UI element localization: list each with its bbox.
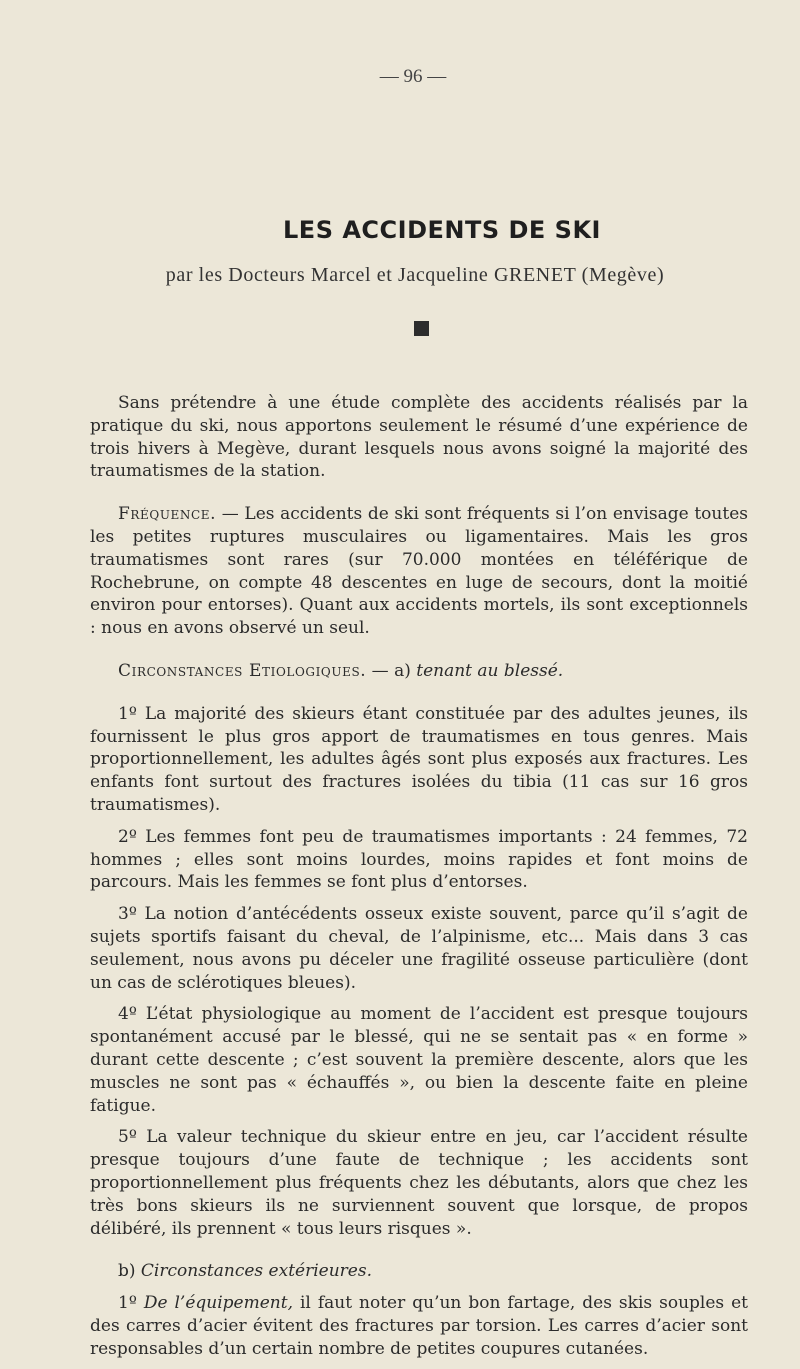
point-paragraph: 5º La valeur technique du skieur entre en jeu, car l’accident résulte presque toujours d’une faute de technique ; les accidents sont proportionnellement plus fréquents chez les débutants, alors que chez les très bons skieurs ils ne surviennent souvent que lorsque, de propos délibéré, ils prennent « tous leurs risques ». xyxy=(90,1127,748,1239)
article-title: LES ACCIDENTS DE SKI xyxy=(283,216,601,244)
point-paragraph: 1º La majorité des skieurs étant constituée par des adultes jeunes, ils fournissent le plus gros apport de traumatismes en tous genres. Mais proportionnellement, les adultes âgés sont plus exposés aux fractures. Les enfants font surtout des fractures isolées du tibia (11 cas sur 16 gros traumatismes). xyxy=(90,703,748,815)
point-paragraph: 2º Les femmes font peu de traumatismes importants : 24 femmes, 72 hommes ; elles sont moins lourdes, moins rapides et font moins de parcours. Mais les femmes se font plus d’entorses. xyxy=(90,826,748,893)
circonstances-italic: tenant au blessé. xyxy=(416,660,564,681)
circonstances-paragraph xyxy=(90,660,748,683)
b-section-heading xyxy=(90,1260,748,1283)
equipement-text: il faut noter qu’un bon fartage, des skis souples et des carres d’acier évitent des fractures par torsion. Les carres d’acier sont responsables d’un certain nombre de petites coupures cutanées. xyxy=(90,1293,749,1359)
article-body xyxy=(90,392,748,1369)
intro-paragraph: Sans prétendre à une étude complète des accidents réalisés par la pratique du ski, nous apportons seulement le résumé d’une expérience de trois hivers à Megève, durant lesquels nous avons soigné la majorité des traumatismes de la station. xyxy=(90,393,748,482)
equipement-prefix: 1º xyxy=(118,1293,144,1314)
frequence-paragraph xyxy=(90,503,748,640)
b-section-prefix: b) xyxy=(118,1261,141,1282)
page-number: — 96 — xyxy=(379,66,447,87)
equipement-paragraph xyxy=(90,1292,748,1360)
ornament-square xyxy=(414,321,429,336)
frequence-text: — Les accidents de ski sont fréquents si l’on envisage toutes les petites ruptures musculaires ou ligamentaires. Mais les gros traumatismes sont rares (sur 70.000 montées en téléférique de Rochebrune, on compte 48 descentes en luge de secours, dont la moitié environ pour entorses). Quant aux accidents mortels, ils sont exceptionnels : nous en avons observé un seul. xyxy=(90,504,748,639)
b-section-italic: Circonstances extérieures. xyxy=(140,1261,372,1282)
equipement-italic: De l’équipement, xyxy=(143,1293,293,1314)
article-byline: par les Docteurs Marcel et Jacqueline GRENET (Megève) xyxy=(165,264,665,286)
point-paragraph: 4º L’état physiologique au moment de l’accident est presque toujours spontanément accusé par le blessé, qui ne se sentait pas « en forme » durant cette descente ; c’est souvent la première descente, alors que les muscles ne sont pas « échauffés », ou bien la descente faite en pleine fatigue. xyxy=(90,1004,748,1116)
frequence-heading: Fréquence. xyxy=(118,504,217,525)
circonstances-heading: Circonstances Etiologiques. xyxy=(118,660,367,681)
point-paragraph: 3º La notion d’antécédents osseux existe souvent, parce qu’il s’agit de sujets sportifs faisant du cheval, de l’alpinisme, etc... Mais dans 3 cas seulement, nous avons pu déceler une fragilité osseuse particulière (dont un cas de sclérotiques bleues). xyxy=(90,904,748,993)
circonstances-text: — a) xyxy=(366,660,417,681)
